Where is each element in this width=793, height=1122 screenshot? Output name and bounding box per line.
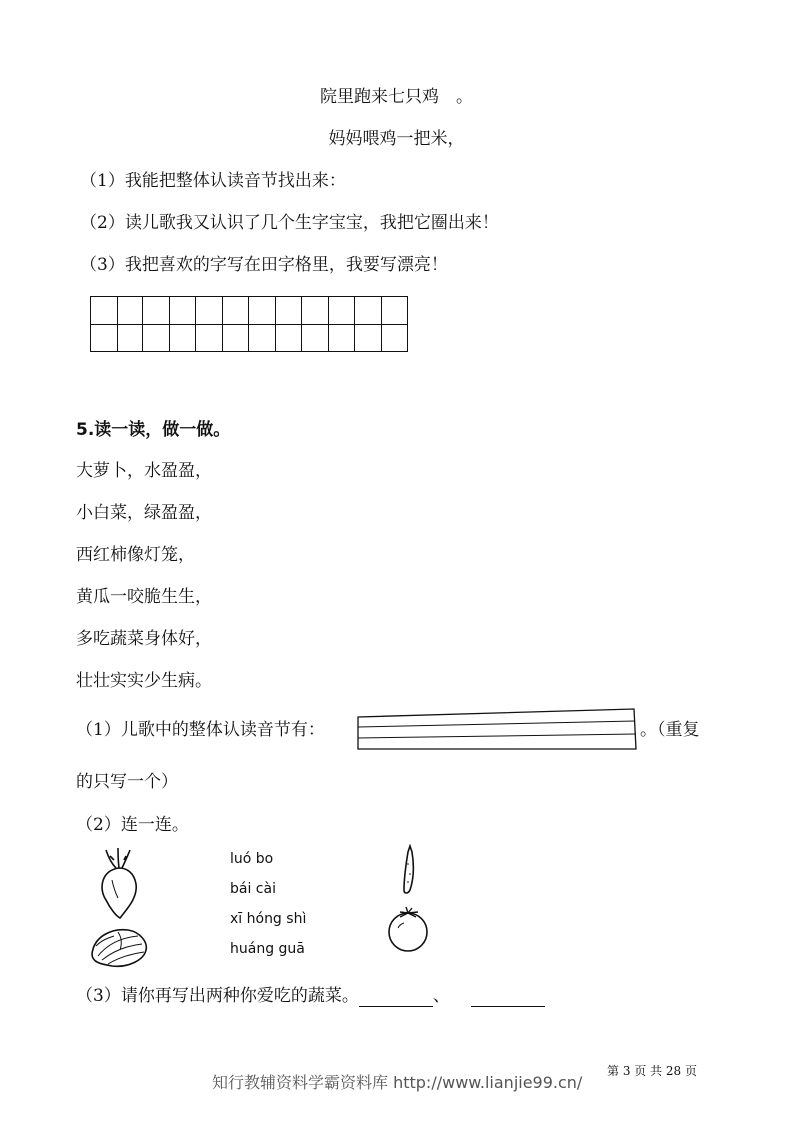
tomato-picture bbox=[386, 904, 432, 958]
page-number: 第 3 页 共 28 页 bbox=[607, 1064, 697, 1078]
section-5-q1-prefix: （1）儿歌中的整体认读音节有： bbox=[76, 720, 325, 740]
footer-watermark-text: 知行教辅资料学霸资料库 http://www.lianjie99.cn/ bbox=[212, 1073, 583, 1092]
question-top-1: （1）我能把整体认读音节找出来： bbox=[80, 171, 346, 191]
tianzige-cell[interactable] bbox=[249, 296, 302, 352]
section-5-q1-suffix: 。（重复 bbox=[640, 720, 700, 740]
tianzige-cell[interactable] bbox=[90, 296, 143, 352]
tianzige-cell[interactable] bbox=[196, 296, 249, 352]
pinyin-writing-lines[interactable] bbox=[356, 707, 636, 749]
question-top-3: （3）我把喜欢的字写在田字格里，我要写漂亮！ bbox=[80, 255, 448, 275]
poem-line: 大萝卜，水盈盈， bbox=[76, 461, 212, 481]
answer-blank-1[interactable] bbox=[359, 990, 433, 1007]
pinyin-option[interactable]: huáng guā bbox=[230, 941, 305, 957]
radish-picture bbox=[96, 846, 142, 924]
answer-blank-2[interactable] bbox=[471, 990, 545, 1007]
poem-line: 小白菜，绿盈盈， bbox=[76, 503, 212, 523]
poem-line: 西红柿像灯笼， bbox=[76, 545, 195, 565]
poem-line: 多吃蔬菜身体好， bbox=[76, 629, 212, 649]
pinyin-option[interactable]: luó bo bbox=[230, 851, 274, 867]
tianzige-cell[interactable] bbox=[143, 296, 196, 352]
section-5-q3 bbox=[76, 985, 545, 1007]
question-top-2: （2）读儿歌我又认识了几个生字宝宝，我把它圈出来！ bbox=[80, 213, 499, 233]
poem-top-line-1: 院里跑来七只鸡 。 bbox=[320, 87, 473, 107]
section-5-q1-continuation: 的只写一个） bbox=[76, 772, 178, 792]
pinyin-option[interactable]: xī hóng shì bbox=[230, 911, 307, 927]
poem-top-line-2: 妈妈喂鸡一把米， bbox=[328, 129, 465, 149]
blank-separator: 、 bbox=[432, 986, 450, 1006]
tianzige-grid[interactable] bbox=[90, 296, 408, 352]
section-5-heading: 5.读一读，做一做。 bbox=[76, 420, 231, 440]
cabbage-picture bbox=[88, 924, 150, 974]
pinyin-option[interactable]: bái cài bbox=[230, 881, 276, 897]
section-5-q2: （2）连一连。 bbox=[76, 815, 189, 835]
cucumber-picture bbox=[398, 844, 420, 900]
tianzige-cell[interactable] bbox=[302, 296, 355, 352]
section-5-q3-text: （3）请你再写出两种你爱吃的蔬菜。 bbox=[76, 986, 359, 1006]
tianzige-cell[interactable] bbox=[355, 296, 408, 352]
poem-line: 壮壮实实少生病。 bbox=[76, 671, 212, 691]
poem-line: 黄瓜一咬脆生生， bbox=[76, 587, 212, 607]
